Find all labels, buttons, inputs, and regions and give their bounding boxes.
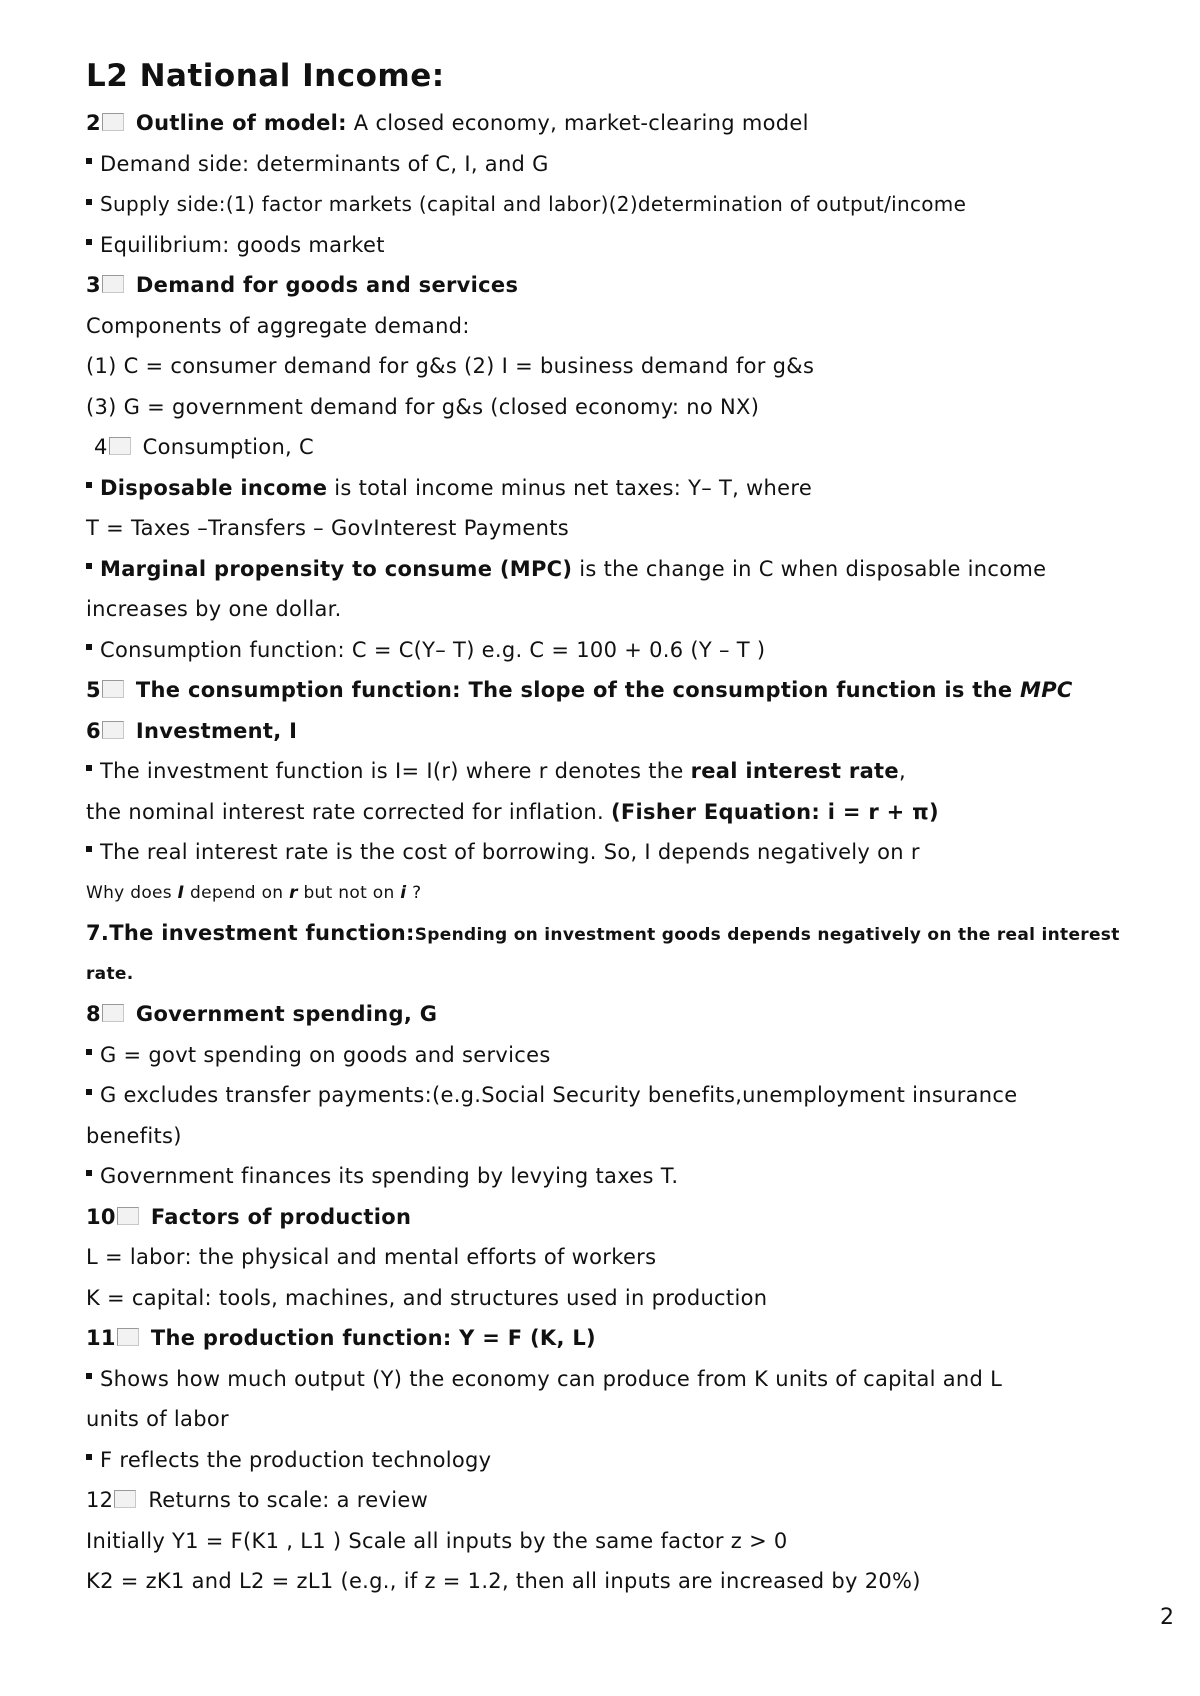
section-heading: Consumption, C — [142, 435, 314, 459]
section-number: 4 — [94, 435, 108, 459]
symbol: I — [177, 882, 185, 903]
mpc-definition — [86, 549, 1196, 590]
mpc-term: MPC — [1020, 678, 1073, 702]
why-question — [86, 873, 1196, 914]
section-5 — [86, 670, 1196, 711]
bullet-text: G excludes transfer payments:(e.g.Social Security benefits,unemployment insurance — [100, 1083, 1018, 1107]
section-number: 12 — [86, 1488, 114, 1512]
bullet-icon — [86, 1170, 92, 1176]
section-heading: Investment, I — [135, 718, 298, 743]
bullet-equilibrium — [86, 225, 1196, 266]
section-heading: Outline of model: — [135, 111, 347, 135]
checkbox-icon — [117, 1207, 139, 1225]
section-4 — [86, 427, 1196, 468]
section-6 — [86, 711, 1196, 752]
text: depend on — [184, 882, 290, 903]
bullet-text: Supply side:(1) factor markets (capital and labor)(2)determination of output/income — [100, 192, 967, 216]
bullet-text: F reflects the production technology — [100, 1447, 492, 1472]
bullet-icon — [86, 846, 92, 852]
definition: is total income minus net taxes: Y– T, where — [327, 475, 813, 500]
components-line-2: (3) G = government demand for g&s (closed economy: no NX) — [86, 394, 760, 419]
g-finances — [86, 1156, 1196, 1197]
disposable-income — [86, 468, 1196, 509]
g-excludes — [86, 1075, 1196, 1116]
text: ? — [406, 882, 422, 903]
capital-definition: K = capital: tools, machines, and structures used in production — [86, 1285, 768, 1310]
section-number: 2 — [86, 111, 101, 135]
text: , — [898, 759, 906, 783]
section-number: 11 — [86, 1326, 116, 1350]
section-number: 6 — [86, 718, 101, 743]
bullet-text: Shows how much output (Y) the economy can produce from K units of capital and L — [100, 1366, 1003, 1391]
checkbox-icon — [109, 437, 131, 455]
shows-output — [86, 1359, 1196, 1400]
real-rate-cost — [86, 832, 1196, 873]
scaled-inputs: K2 = zK1 and L2 = zL1 (e.g., if z = 1.2, then all inputs are increased by 20%) — [86, 1569, 921, 1593]
page-title: L2 National Income: — [86, 58, 445, 94]
bullet-icon — [86, 1089, 92, 1095]
section-heading: 7.The investment function: — [86, 921, 415, 945]
bullet-icon — [86, 563, 92, 569]
checkbox-icon — [114, 1490, 136, 1508]
text: The investment function is I= I(r) where r denotes the — [100, 759, 691, 783]
section-11 — [86, 1318, 1196, 1359]
bullet-icon — [86, 158, 92, 164]
definition: is the change in C when disposable income — [572, 556, 1047, 581]
bullet-text: Equilibrium: goods market — [100, 232, 385, 257]
symbol: i — [400, 882, 407, 903]
checkbox-icon — [102, 275, 124, 293]
mpc-definition-cont: increases by one dollar. — [86, 597, 342, 621]
labor-definition: L = labor: the physical and mental efforts of workers — [86, 1245, 657, 1269]
bullet-demand-side — [86, 144, 1196, 185]
g-excludes-cont: benefits) — [86, 1123, 182, 1148]
section-2 — [86, 103, 1196, 144]
bullet-icon — [86, 1049, 92, 1055]
checkbox-icon — [102, 1004, 124, 1022]
section-heading: Returns to scale: a review — [148, 1488, 429, 1512]
consumption-function — [86, 630, 1196, 671]
bullet-icon — [86, 199, 92, 205]
bullet-icon — [86, 765, 92, 771]
checkbox-icon — [102, 680, 124, 698]
section-heading: The consumption function: The slope of the consumption function is the — [135, 678, 1021, 702]
bullet-icon — [86, 1373, 92, 1379]
term: Marginal propensity to consume (MPC) — [100, 556, 573, 581]
section-7 — [86, 913, 1196, 954]
investment-function — [86, 751, 1196, 792]
document-body — [86, 103, 1196, 1602]
section-7-cont: rate. — [86, 963, 134, 984]
text: the nominal interest rate corrected for inflation. — [86, 799, 611, 824]
page-number: 2 — [1160, 1605, 1174, 1630]
bullet-text: Demand side: determinants of C, I, and G — [100, 151, 549, 176]
bullet-text: G = govt spending on goods and services — [100, 1042, 551, 1067]
section-heading: Factors of production — [150, 1204, 412, 1229]
initially: Initially Y1 = F(K1 , L1 ) Scale all inputs by the same factor z > 0 — [86, 1528, 788, 1553]
bullet-icon — [86, 644, 92, 650]
text: Why does — [86, 882, 178, 903]
bullet-text: Government finances its spending by levying taxes T. — [100, 1164, 679, 1188]
section-text: A closed economy, market-clearing model — [346, 111, 809, 135]
section-number: 5 — [86, 678, 101, 702]
term: Disposable income — [100, 475, 328, 500]
checkbox-icon — [102, 721, 124, 739]
checkbox-icon — [102, 113, 124, 131]
section-heading: Demand for goods and services — [135, 273, 519, 297]
f-reflects — [86, 1440, 1196, 1481]
section-number: 3 — [86, 273, 101, 297]
section-3 — [86, 265, 1196, 306]
bullet-icon — [86, 239, 92, 245]
bullet-supply-side — [86, 184, 1196, 225]
section-text: Spending on investment goods depends negatively on the real interest — [414, 925, 1120, 945]
bullet-text: The real interest rate is the cost of borrowing. So, I depends negatively on r — [100, 840, 920, 864]
components-heading: Components of aggregate demand: — [86, 313, 470, 338]
text: but not on — [297, 882, 401, 903]
components-line-1: (1) C = consumer demand for g&s (2) I = business demand for g&s — [86, 354, 815, 378]
shows-output-cont: units of labor — [86, 1407, 229, 1431]
section-10 — [86, 1197, 1196, 1238]
checkbox-icon — [117, 1328, 139, 1346]
section-heading: The production function: Y = F (K, L) — [150, 1326, 596, 1350]
nominal-rate — [86, 792, 1196, 833]
bullet-icon — [86, 1454, 92, 1460]
fisher-equation: (Fisher Equation: i = r + π) — [610, 799, 939, 824]
bullet-icon — [86, 482, 92, 488]
section-heading: Government spending, G — [135, 1002, 438, 1026]
g-definition — [86, 1035, 1196, 1076]
bullet-text: Consumption function: C = C(Y– T) e.g. C = 100 + 0.6 (Y – T ) — [100, 637, 766, 662]
section-number: 10 — [86, 1204, 116, 1229]
term: real interest rate — [690, 759, 899, 783]
section-12 — [86, 1480, 1196, 1521]
section-number: 8 — [86, 1002, 101, 1026]
symbol: r — [289, 882, 298, 903]
taxes-definition: T = Taxes –Transfers – GovInterest Payments — [86, 516, 569, 540]
section-8 — [86, 994, 1196, 1035]
